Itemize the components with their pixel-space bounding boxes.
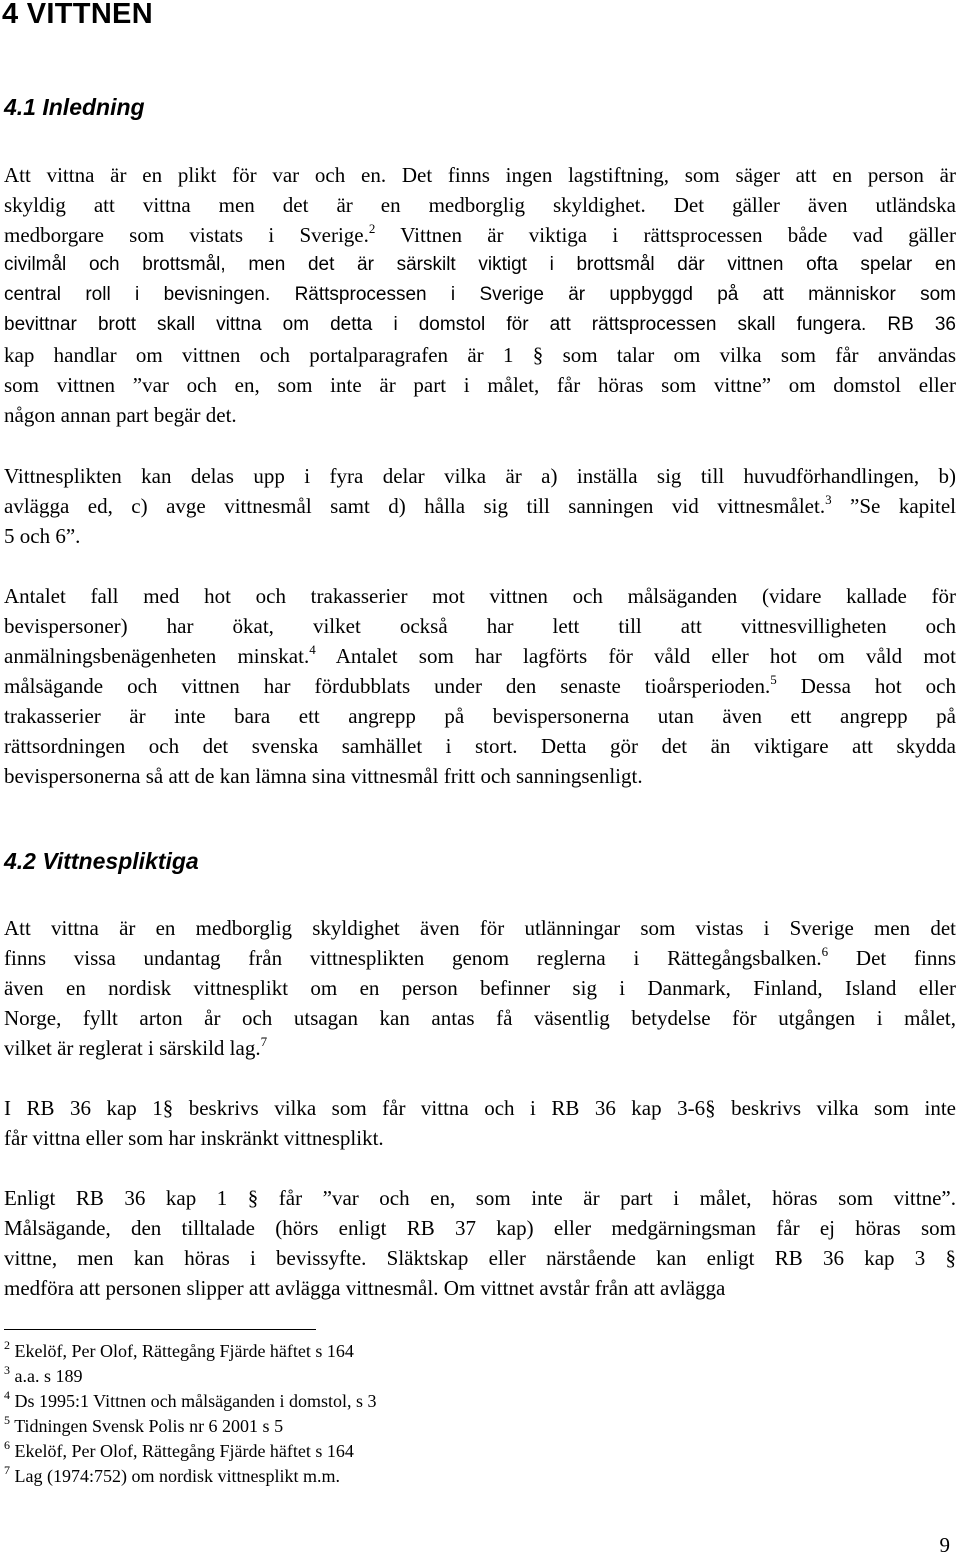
paragraph — [4, 581, 956, 791]
paragraph — [4, 913, 956, 1063]
text-line: anmälningsbenägenheten minskat.$^4$ Antalet som har lagförts för våld eller hot om våld mot — [4, 642, 956, 668]
text-line: Antalet fall med hot och trakasserier mot vittnen och målsäganden (vidare kallade för — [4, 584, 956, 608]
text-line: rättsordningen och det svenska samhället i stort. Detta gör det än viktigare att skydda — [4, 734, 956, 758]
paragraph — [4, 1183, 956, 1303]
footnote: $^7$ Lag (1974:752) om nordisk vittnesplikt m.m. — [4, 1463, 340, 1486]
text-line: Enligt RB 36 kap 1 § får ”var och en, som inte är part i målet, höras som vittne”. — [4, 1186, 956, 1210]
text-line: bevispersonerna så att de kan lämna sina vittnesmål fritt och sanningsenligt. — [4, 764, 643, 788]
footnote-ref: 5 — [770, 672, 777, 687]
footnote-ref: 4 — [309, 642, 316, 657]
footnote-ref: 6 — [821, 944, 829, 959]
text-line: bevittnar brott skall vittna om detta i domstol för att rättsprocessen skall fungera. RB 36 — [4, 314, 956, 335]
section-heading-inledning: 4.1 Inledning — [4, 94, 145, 120]
text-line: Vittnesplikten kan delas upp i fyra delar vilka är a) inställa sig till huvudförhandlingen, b) — [4, 464, 956, 488]
text-line: skyldig att vittna men det är en medborglig skyldighet. Det gäller även utländska — [4, 193, 956, 217]
footnote: $^2$ Ekelöf, Per Olof, Rättegång Fjärde häftet s 164 — [4, 1338, 354, 1361]
text-line: någon annan part begär det. — [4, 403, 237, 427]
paragraph — [4, 160, 956, 430]
section-heading-vittnespliktiga: 4.2 Vittnespliktiga — [4, 848, 199, 874]
footnote: $^3$ a.a. s 189 — [4, 1363, 83, 1386]
text-line: medborgare som vistats i Sverige.$^2$ Vittnen är viktiga i rättsprocessen både vad gäller — [4, 221, 956, 247]
text-line: central roll i bevisningen. Rättsprocessen i Sverige är uppbyggd på att människor som — [4, 284, 956, 305]
text-line: vittne, men kan höras i bevissyfte. Släktskap eller närstående kan enligt RB 36 kap 3 § — [4, 1246, 956, 1270]
paragraph — [4, 461, 956, 551]
text-line: bevispersoner) har ökat, vilket också har lett till att vittnesvilligheten och — [4, 614, 956, 638]
footnote-ref: 7 — [260, 1034, 268, 1049]
text-line: får vittna eller som har inskränkt vittnesplikt. — [4, 1126, 384, 1150]
text-line: målsägande och vittnen har fördubblats under den senaste tioårsperioden.$^5$ Dessa hot och — [4, 672, 957, 698]
text-line: vilket är reglerat i särskild lag.$^7$ — [4, 1034, 268, 1060]
text-line: 5 och 6”. — [4, 524, 81, 548]
text-line: finns vissa undantag från vittnesplikten genom reglerna i Rättegångsbalken.$^6$ Det finns — [4, 944, 956, 970]
footnote-divider — [4, 1329, 316, 1330]
text-line: kap handlar om vittnen och portalparagrafen är 1 § som talar om vilka som får användas — [4, 343, 956, 367]
footnote-ref: 2 — [368, 221, 376, 236]
footnote: $^5$ Tidningen Svensk Polis nr 6 2001 s 5 — [4, 1413, 284, 1436]
text-line: som vittnen ”var och en, som inte är part i målet, får höras som vittne” om domstol eller — [4, 373, 956, 397]
text-line: även en nordisk vittnesplikt om en person befinner sig i Danmark, Finland, Island eller — [4, 976, 956, 1000]
text-line: I RB 36 kap 1§ beskrivs vilka som får vittna och i RB 36 kap 3-6§ beskrivs vilka som inte — [4, 1096, 956, 1120]
text-line: Norge, fyllt arton år och utsagan kan antas få väsentlig betydelse för utgången i målet, — [4, 1006, 956, 1030]
footnotes — [4, 1339, 604, 1489]
footnote: $^4$ Ds 1995:1 Vittnen och målsäganden i domstol, s 3 — [4, 1388, 377, 1411]
footnote-ref: 3 — [825, 492, 832, 507]
paragraph — [4, 1093, 956, 1153]
text-line: trakasserier är inte bara ett angrepp på bevispersonerna utan även ett angrepp på — [4, 704, 956, 728]
text-line: Att vittna är en plikt för var och en. Det finns ingen lagstiftning, som säger att en person är — [4, 163, 956, 187]
chapter-title: 4 VITTNEN — [2, 0, 153, 30]
text-line: medföra att personen slipper att avlägga vittnesmål. Om vittnet avstår från att avlägga — [4, 1276, 726, 1300]
text-line: Målsägande, den tilltalade (hörs enligt RB 37 kap) eller medgärningsman får ej höras som — [4, 1216, 956, 1240]
footnote: $^6$ Ekelöf, Per Olof, Rättegång Fjärde häftet s 164 — [4, 1438, 354, 1461]
page-number: 9 — [939, 1533, 950, 1557]
text-line: Att vittna är en medborglig skyldighet även för utlänningar som vistas i Sverige men det — [4, 916, 956, 940]
text-line: civilmål och brottsmål, men det är särskilt viktigt i brottsmål där vittnen ofta spelar en — [4, 254, 956, 275]
text-line: avlägga ed, c) avge vittnesmål samt d) hålla sig till sanningen vid vittnesmålet.$^3$ ”Se kapitel — [4, 492, 956, 518]
